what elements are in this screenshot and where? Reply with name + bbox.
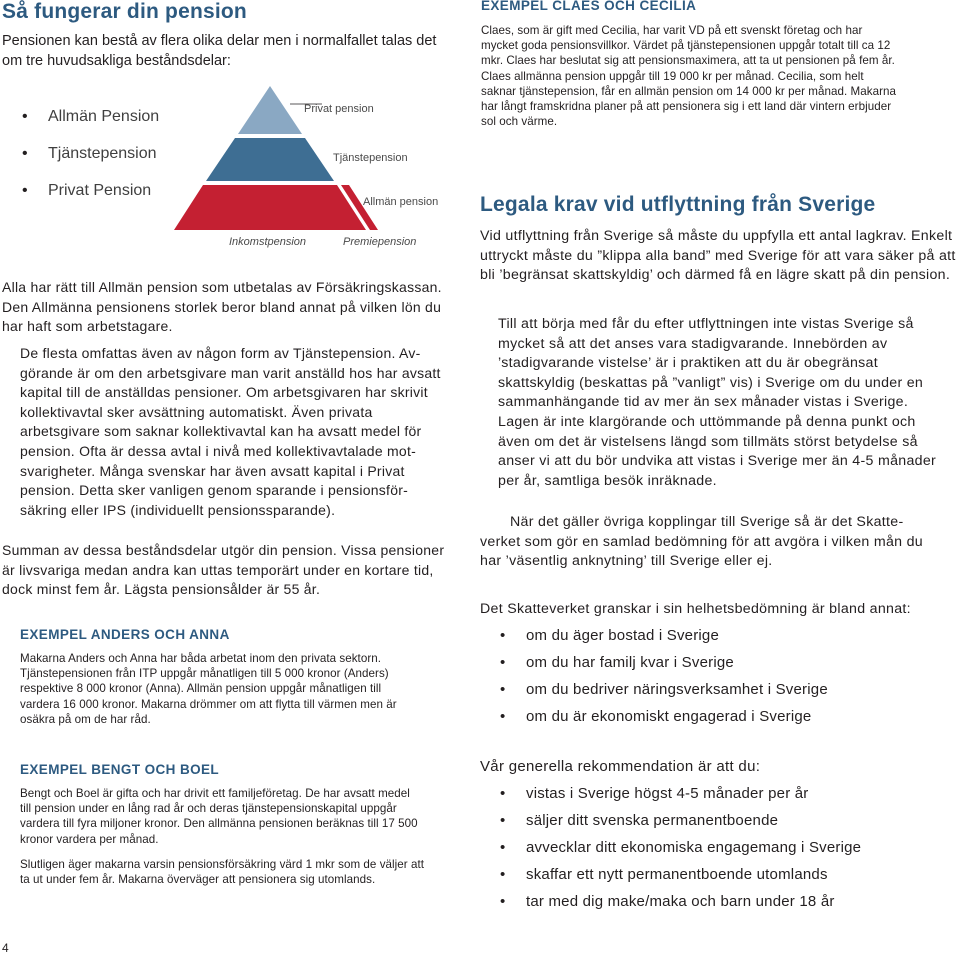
example-anders-anna-text: Makarna Anders och Anna har båda arbetat inom den privata sektorn. Tjänstepensionen från ITP uppgår månatligen till 5 000 kronor (Anders) respektive 8 000 kronor (Anna). Allmän pension uppgår månatligen till vardera 16 000 kronor. Makarna drömmer om att flytta till värmen men är osäkra på om de har råd.	[20, 652, 397, 726]
example-bengt-boel-text-2: Slutligen äger makarna varsin pensionsförsäkring värd 1 mkr som de väljer att ta ut under fem år. Makarna överväger att pensionera sig utomlands.	[20, 858, 425, 887]
example-claes-cecilia-title: EXEMPEL CLAES OCH CECILIA	[481, 0, 697, 13]
list-item: • Tjänstepension	[0, 143, 159, 180]
paragraph-other-ties: När det gäller övriga kopplingar till Sverige så är det Skatteverket som gör en samlad bedömning för att avgöra i vilken mån du har ’väsentlig anknytning’ till Sverige eller ej.	[480, 514, 923, 570]
list-item: • Privat Pension	[0, 180, 159, 217]
example-claes-cecilia-text: Claes, som är gift med Cecilia, har varit VD på ett svenskt företag och har mycket goda pensionsvillkor. Värdet på tjänstepensionen uppgår totalt till ca 12 mkr. Claes har beslutat sig att pensionsmaximera, att ta ut pensionen på fem år. Claes allmänna pension uppgår till 19 000 kr per månad. Cecilia, som helt saknar tjänstepension, får en allmän pension om 14 000 kr per månad. Makarna har långt framskridna planer på att pensionera sig i ett land där vintern erbjuder sol och värme.	[481, 24, 896, 129]
paragraph-recommendation: Vår generella rekommendation är att du:	[480, 758, 761, 775]
paragraph-permanent-stay: Till att börja med får du efter utflyttningen inte vistas Sverige så mycket så att det anses vara stadigvarande. Innebörden av ’stadigvarande vistelse’ är i praktiken att du är obegränsat skattskyldig (beskattas på ”vanligt” vis) i Sverige om du under en sammanhängande tid av mer än sex månader vistas i Sverige. Lagen är inte klargörande och uttömmande på denna punkt och även om det är vistelsens längd som tillmäts störst betydelse så anser vi att du bör undvika att vistas i Sverige mer än 4-5 månader per år, samtliga besök inräknade.	[498, 316, 937, 489]
paragraph-pension-sum: Summan av dessa beståndsdelar utgör din pension. Vissa pensioner är livsvariga medan andra kan uttas temporärt under en kortare tid, dock minst fem år. Lägsta pensionsålder är 55 år.	[2, 542, 445, 598]
recommendation-list	[480, 784, 861, 919]
intro-text: Pensionen kan bestå av flera olika delar men i normalfallet talas det om tre huvudsakliga beståndsdelar:	[2, 33, 437, 69]
label-occupational-pension: Tjänstepension	[333, 152, 408, 164]
example-anders-anna-title: EXEMPEL ANDERS OCH ANNA	[20, 627, 230, 642]
label-private-pension: Privat pension	[304, 103, 374, 115]
example-bengt-boel-text: Bengt och Boel är gifta och har drivit ett familjeföretag. De har avsatt medel till pension under en lång rad år och deras tjänstepensionskapital uppgår vardera till fyra miljoner kronor. Den allmänna pensionen beräknas till 17 500 kronor vardera per månad.	[20, 787, 418, 846]
label-general-pension: Allmän pension	[363, 196, 439, 208]
pyramid-middle-occupational	[206, 138, 334, 181]
tax-agency-criteria-list	[480, 626, 828, 734]
page-title: Så fungerar din pension	[2, 0, 247, 23]
list-item: • skaffar ett nytt permanentboende utomlands	[480, 865, 861, 892]
pyramid-bottom-income	[174, 185, 366, 230]
pyramid-top-private	[238, 86, 302, 134]
pension-parts-list	[0, 106, 159, 217]
example-bengt-boel-title: EXEMPEL BENGT OCH BOEL	[20, 762, 220, 777]
paragraph-legal-requirements: Vid utflyttning från Sverige så måste du uppfylla ett antal lagkrav. Enkelt uttryckt måste du ”klippa alla band” med Sverige för att vara säker på att bli ’begränsat skattskyldig’ och därmed få en lägre skatt på din pension.	[480, 228, 956, 284]
list-item: • om du har familj kvar i Sverige	[480, 653, 828, 680]
list-item: • om du äger bostad i Sverige	[480, 626, 828, 653]
label-premium-pension: Premiepension	[343, 236, 417, 248]
page-number: 4	[2, 941, 9, 955]
list-item: • om du är ekonomiskt engagerad i Sverige	[480, 707, 828, 734]
list-item: • tar med dig make/maka och barn under 18 år	[480, 892, 861, 919]
paragraph-occupational-pension: De flesta omfattas även av någon form av Tjänstepension. Avgörande är om den arbetsgivare man varit anställd hos har avsatt kapital till de anställdas pensioner. Om arbetsgivaren har skrivit kollektivavtal sker avsättning automatiskt. Även privata arbetsgivare som saknar kollektivavtal kan ha avsatt medel för pension. Ofta är dessa avtal i nivå med kollektivavtalade motsvarigheter. Många svenskar har även avsatt kapital i Privat pension. Detta sker vanligen genom sparande i pensionsförsäkring eller IPS (individuellt pensionssparande).	[20, 345, 441, 518]
list-item: • säljer ditt svenska permanentboende	[480, 811, 861, 838]
list-item: • vistas i Sverige högst 4-5 månader per år	[480, 784, 861, 811]
list-item: • avvecklar ditt ekonomiska engagemang i Sverige	[480, 838, 861, 865]
list-item: • Allmän Pension	[0, 106, 159, 143]
label-income-pension: Inkomstpension	[229, 236, 307, 248]
list-item: • om du bedriver näringsverksamhet i Sverige	[480, 680, 828, 707]
paragraph-tax-agency-review: Det Skatteverket granskar i sin helhetsbedömning är bland annat:	[480, 601, 911, 617]
section-title-legal-requirements: Legala krav vid utflyttning från Sverige	[480, 193, 876, 216]
paragraph-general-pension: Alla har rätt till Allmän pension som utbetalas av Försäkringskassan. Den Allmänna pensionens storlek beror bland annat på vilken lön du har haft som arbetstagare.	[2, 279, 442, 335]
